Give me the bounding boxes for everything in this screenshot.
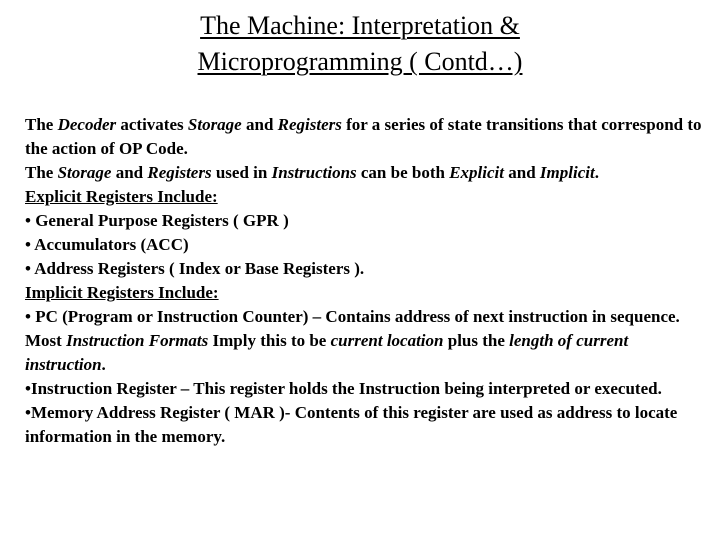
text-run: can be both	[356, 163, 450, 182]
paragraph-decoder	[25, 113, 705, 161]
text-run: .	[594, 163, 599, 182]
paragraph-storage	[25, 161, 705, 185]
explicit-item-acc: • Accumulators (ACC)	[25, 235, 189, 254]
text-run: plus the	[443, 331, 510, 350]
italic-run: Registers	[147, 163, 212, 182]
text-run: and	[241, 115, 278, 134]
implicit-item-pc	[25, 305, 705, 377]
text-run: and	[504, 163, 540, 182]
text-run: for a series of state transitions that correspond to the action of OP Code.	[25, 115, 702, 158]
italic-run: Instruction Formats	[66, 331, 209, 350]
implicit-item-ir: •Instruction Register – This register holds the Instruction being interpreted or executed.	[25, 379, 662, 398]
italic-run: Explicit	[449, 163, 504, 182]
italic-run: Instructions	[271, 163, 357, 182]
text-run: Imply this to be	[208, 331, 331, 350]
text-run: used in	[211, 163, 272, 182]
text-run: The	[25, 115, 58, 134]
title-line-1: The Machine: Interpretation &	[200, 11, 520, 40]
explicit-registers-heading: Explicit Registers Include:	[25, 187, 218, 206]
text-run: activates	[116, 115, 188, 134]
slide-body	[25, 113, 705, 449]
explicit-item-address: • Address Registers ( Index or Base Registers ).	[25, 259, 365, 278]
implicit-item-mar: •Memory Address Register ( MAR )- Contents of this register are used as address to locate information in the memory.	[25, 403, 678, 446]
italic-run: current location	[330, 331, 444, 350]
italic-run: Implicit	[539, 163, 595, 182]
italic-run: length of current instruction	[25, 331, 629, 374]
slide-title	[0, 8, 720, 80]
explicit-item-gpr: • General Purpose Registers ( GPR )	[25, 211, 289, 230]
text-run: • PC (Program or Instruction Counter) – Contains address of next instruction in sequence. Most	[25, 307, 680, 350]
italic-run: Storage	[187, 115, 242, 134]
text-run: The	[25, 163, 58, 182]
text-run: .	[101, 355, 106, 374]
text-run: and	[111, 163, 148, 182]
italic-run: Decoder	[57, 115, 117, 134]
title-line-2: Microprogramming ( Contd…)	[197, 47, 523, 76]
implicit-registers-heading: Implicit Registers Include:	[25, 283, 219, 302]
italic-run: Storage	[57, 163, 112, 182]
italic-run: Registers	[277, 115, 342, 134]
